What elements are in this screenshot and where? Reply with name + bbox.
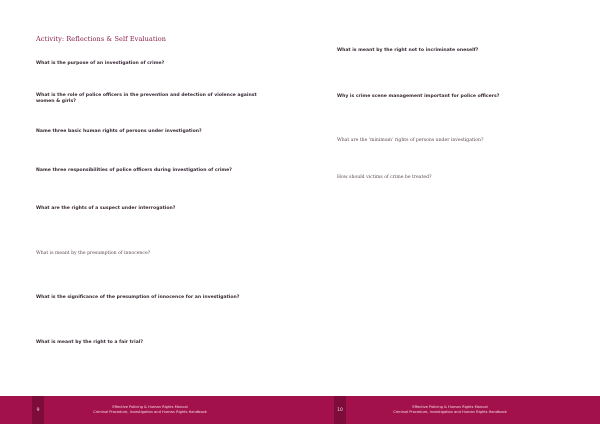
footer-subtitle: Criminal Procedure, Investigation and Human Rights Handbook: [393, 410, 507, 414]
question-item: How should victims of crime be treated?: [337, 175, 432, 180]
question-item: Why is crime scene management important for police officers?: [337, 94, 500, 99]
page-number: 9: [36, 408, 40, 413]
footer-title: Effective Policing & Human Rights Manual: [112, 405, 188, 409]
question-item: Name three basic human rights of persons under investigation?: [36, 129, 202, 134]
page-number: 10: [337, 408, 343, 413]
footer-text: [70, 405, 230, 415]
right-page: [300, 0, 600, 424]
question-item: What is the purpose of an investigation of crime?: [36, 61, 165, 66]
question-item: What are the rights of a suspect under interrogation?: [36, 206, 176, 211]
question-item: Name three responsibilities of police officers during investigation of crime?: [36, 168, 232, 173]
question-item: What is the role of police officers in the prevention and detection of violence against women & girls?: [36, 93, 257, 104]
question-item: What is meant by the right not to incriminate oneself?: [337, 48, 479, 53]
activity-heading: Activity: Reflections & Self Evaluation: [36, 35, 167, 43]
footer-subtitle: Criminal Procedure, Investigation and Human Rights Handbook: [93, 410, 207, 414]
question-item: What is the significance of the presumption of innocence for an investigation?: [36, 295, 240, 300]
footer-text: [370, 405, 530, 415]
footer-title: Effective Policing & Human Rights Manual: [412, 405, 488, 409]
question-item: What is meant by the right to a fair trial?: [36, 340, 144, 345]
page-number-box: [32, 396, 44, 424]
footer-band: [300, 396, 600, 424]
footer-band: [0, 396, 300, 424]
question-item: What are the 'minimum' rights of persons under investigation?: [337, 138, 484, 143]
page-number-box: [334, 396, 346, 424]
question-item: What is meant by the presumption of innocence?: [36, 251, 151, 256]
